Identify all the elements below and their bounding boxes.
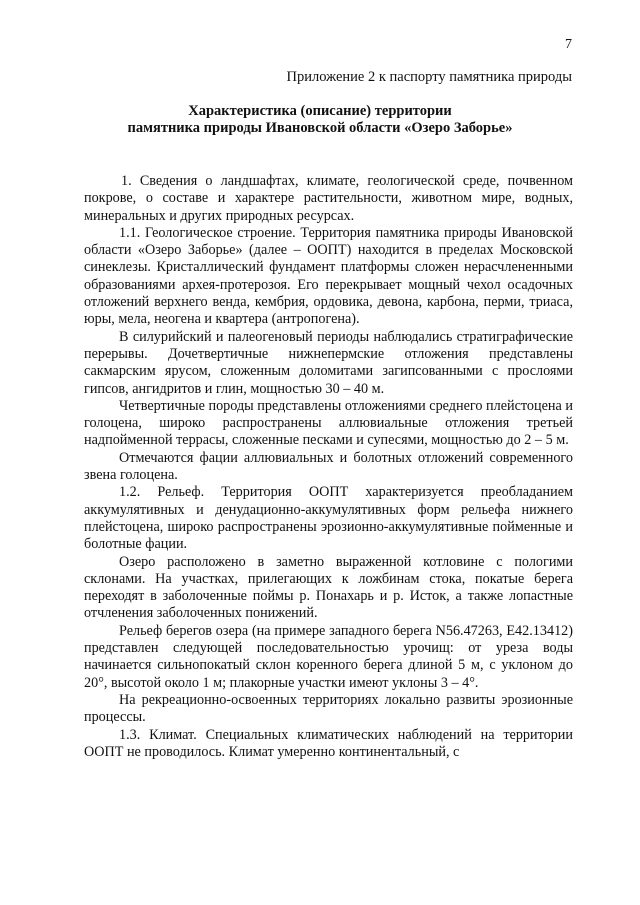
document-body: [84, 173, 573, 761]
paragraph-facies: Отмечаются фации аллювиальных и болотных отложений современного звена голоцена.: [84, 449, 573, 484]
paragraph-quaternary: Четвертичные породы представлены отложениями среднего плейстоцена и голоцена, широко распространены аллювиальные отложения третьей надпойменной террасы, сложенные песками и супесями, мощностью до 2 – 5 м.: [84, 397, 573, 449]
title-line-1: Характеристика (описание) территории: [188, 103, 452, 119]
paragraph-stratigraphy: В силурийский и палеогеновый периоды наблюдались стратиграфические перерывы. Дочетвертичные нижнепермские отложения представлены сакмарским ярусом, сложенным доломитами загипсованными с прослоями гипсов, ангидритов и глин, мощностью 30 – 40 м.: [84, 328, 573, 397]
appendix-reference: Приложение 2 к паспорту памятника природы: [286, 69, 572, 85]
page-number: 7: [565, 37, 572, 52]
paragraph-climate: 1.3. Климат. Специальных климатических наблюдений на территории ООПТ не проводилось. Климат умеренно континентальный, с: [84, 726, 573, 760]
paragraph-lake-basin: Озеро расположено в заметно выраженной котловине с пологими склонами. На участках, прилегающих к ложбинам стока, покатые берега переходят в заболоченные поймы р. Понахарь и р. Исток, а также лопастные отчленения заболоченных понижений.: [84, 553, 573, 622]
title-line-2: памятника природы Ивановской области «Озеро Заборье»: [127, 120, 513, 136]
paragraph-relief: 1.2. Рельеф. Территория ООПТ характеризуется преобладанием аккумулятивных и денудационно-аккумулятивных форм рельефа нижнего плейстоцена, широко распространены эрозионно-аккумулятивные пойменные и болотные фации.: [84, 484, 573, 553]
paragraph-erosion: На рекреационно-освоенных территориях локально развиты эрозионные процессы.: [84, 691, 573, 726]
paragraph-shore-relief: Рельеф берегов озера (на примере западного берега N56.47263, E42.13412) представлен следующей последовательностью урочищ: от уреза воды начинается сильнопокатый склон коренного берега длиной 5 м, с уклоном до 20°, высотой около 1 м; плакорные участки имеют уклоны 3 – 4°.: [84, 622, 573, 691]
paragraph-section-1-intro: 1. Сведения о ландшафтах, климате, геологической среде, почвенном покрове, о составе и характере растительности, животном мире, водных, минеральных и других природных ресурсах.: [84, 173, 573, 224]
document-title: [60, 103, 580, 137]
paragraph-geology: 1.1. Геологическое строение. Территория памятника природы Ивановской области «Озеро Заборье» (далее – ООПТ) находится в пределах Московской синеклезы. Кристаллический фундамент платформы сложен нерасчлененными образованиями архея-протерозоя. Его перекрывает мощный чехол осадочных отложений верхнего венда, кембрия, ордовика, девона, карбона, перми, триаса, юры, мела, неогена и квартера (антропогена).: [84, 224, 573, 328]
